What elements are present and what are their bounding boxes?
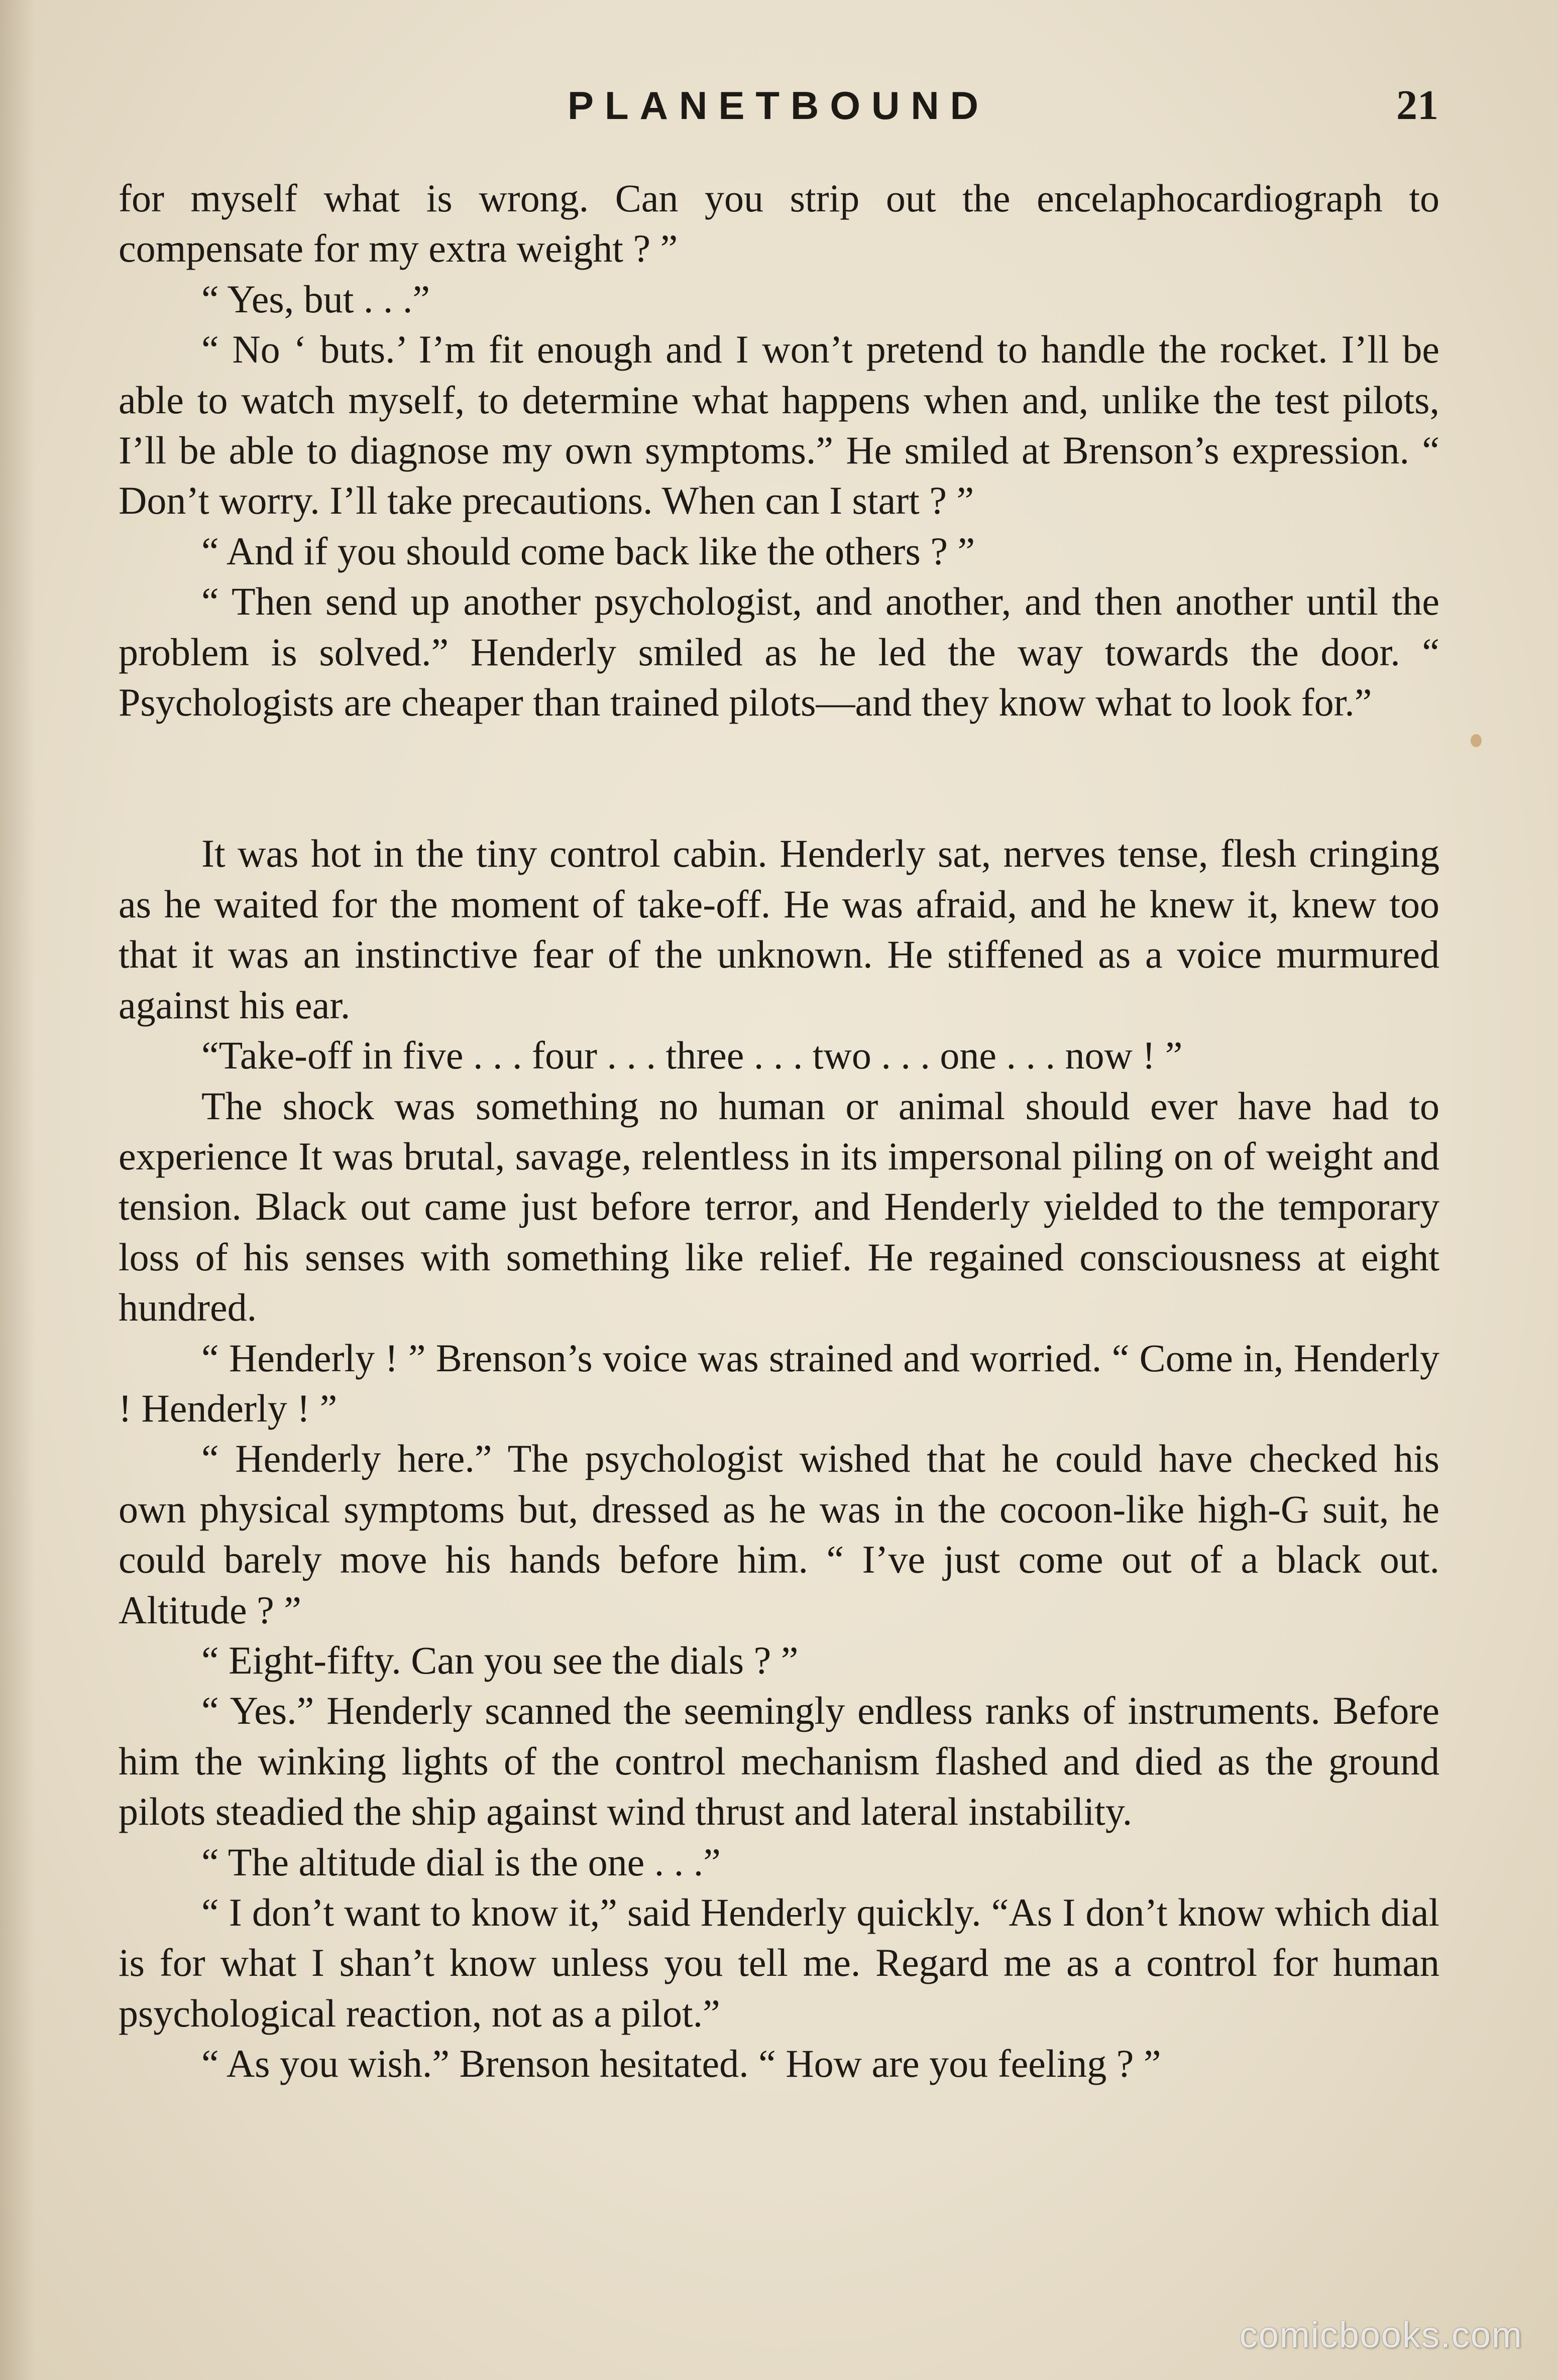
watermark: comicbooks.com	[1239, 2315, 1523, 2355]
spine-shadow	[0, 0, 35, 2380]
paragraph: “ No ‘ buts.’ I’m fit enough and I won’t pretend to handle the rocket. I’ll be able to watch myself, to determine what happens when and, unlike the test pilots, I’ll be able to diagnose my own symptoms.” He smiled at Brenson’s expression. “ Don’t worry. I’ll take precautions. When can I start ? ”	[119, 327, 1439, 523]
paragraph: “ Henderly ! ” Brenson’s voice was strained and worried. “ Come in, Henderly ! Henderly ! ”	[119, 1336, 1439, 1430]
paragraph: “ Then send up another psychologist, and another, and then another until the problem is solved.” Henderly smiled as he led the way towards the door. “ Psychologists are cheaper than trained pilots—and they know what to look for.”	[119, 579, 1439, 725]
body-text	[119, 173, 1439, 2089]
paragraph: for myself what is wrong. Can you strip out the encelaphocardiograph to compensate for my extra weight ? ”	[119, 176, 1439, 271]
paragraph: “ Eight-fifty. Can you see the dials ? ”	[201, 1638, 799, 1682]
paragraph: “ Yes, but . . .”	[201, 277, 430, 321]
paragraph: “ Henderly here.” The psychologist wished that he could have checked his own physical symptoms but, dressed as he was in the cocoon-like high-G suit, he could barely move his hands before him. “ I’ve just come out of a black out. Altitude ? ”	[119, 1437, 1439, 1632]
running-title: PLANETBOUND	[568, 83, 989, 128]
paragraph: “ I don’t want to know it,” said Henderly quickly. “As I don’t know which dial is for what I shan’t know unless you tell me. Regard me as a control for human psychological reaction, not as a pilot.”	[119, 1890, 1439, 2035]
paragraph: It was hot in the tiny control cabin. Henderly sat, nerves tense, flesh cringing as he waited for the moment of take-off. He was afraid, and he knew it, knew too that it was an instinctive fear of the unknown. He stiffened as a voice murmured against his ear.	[119, 831, 1439, 1027]
paragraph: “ As you wish.” Brenson hesitated. “ How are you feeling ? ”	[201, 2042, 1161, 2086]
page-number: 21	[1396, 82, 1438, 129]
paragraph: “ Yes.” Henderly scanned the seemingly endless ranks of instruments. Before him the winking lights of the control mechanism flashed and died as the ground pilots steadied the ship against wind thrust and lateral instability.	[119, 1689, 1439, 1834]
paper-speck	[1471, 734, 1482, 747]
paragraph: “ And if you should come back like the others ? ”	[201, 529, 975, 573]
running-head	[0, 80, 1558, 131]
paragraph: “ The altitude dial is the one . . .”	[201, 1840, 721, 1884]
paragraph: “Take-off in five . . . four . . . three . . . two . . . one . . . now ! ”	[201, 1033, 1183, 1078]
paragraph: The shock was something no human or animal should ever have had to experience It was brutal, savage, relentless in its impersonal piling on of weight and tension. Black out came just before terror, and Henderly yielded to the temporary loss of his senses with something like relief. He regained consciousness at eight hundred.	[119, 1084, 1439, 1330]
